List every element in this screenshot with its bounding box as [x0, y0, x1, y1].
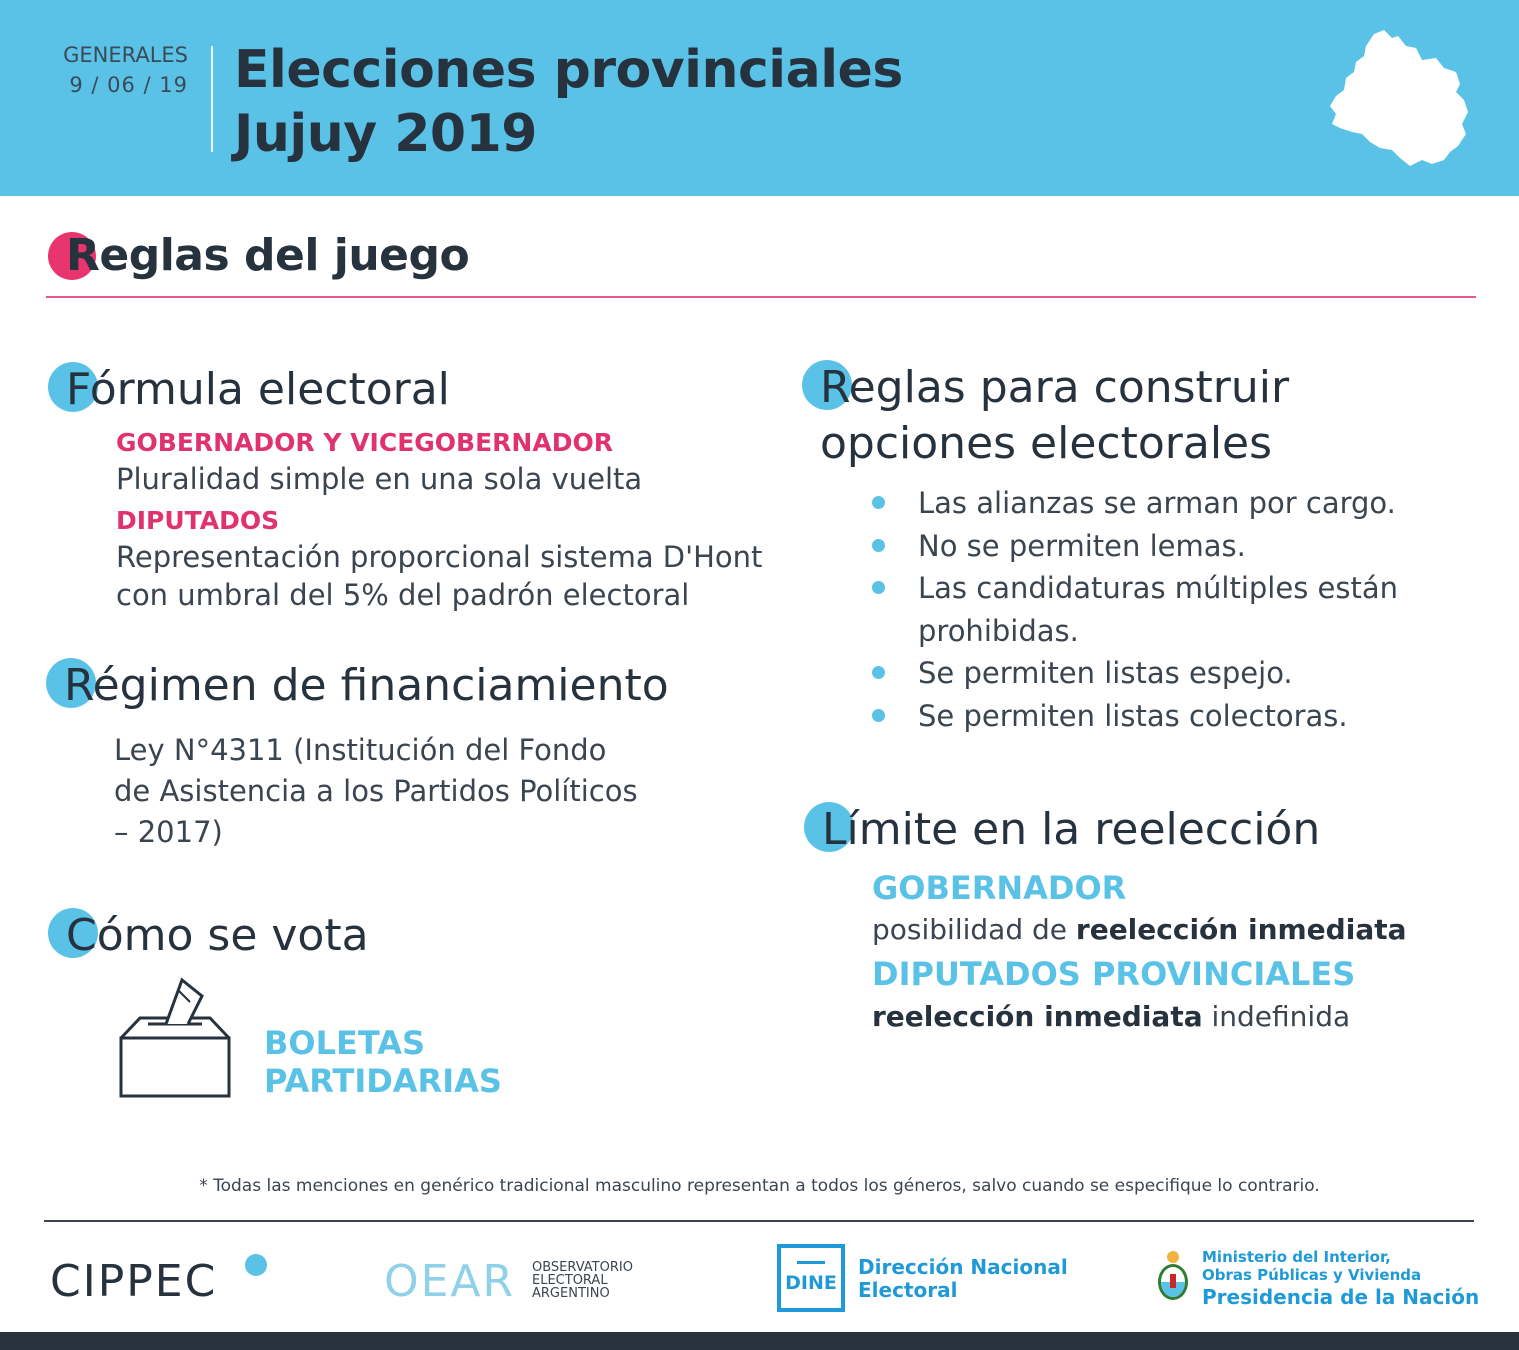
bullet-icon — [872, 581, 885, 594]
list-item: No se permiten lemas. — [872, 525, 1432, 568]
formula-heading-text: Fórmula electoral — [66, 364, 450, 415]
title-line-2: Jujuy 2019 — [234, 104, 537, 164]
ley-line-1: Ley N°4311 (Institución del Fondo — [114, 733, 607, 767]
date-label: GENERALES — [63, 43, 188, 67]
date-value: 9 / 06 / 19 — [69, 73, 188, 97]
oear-subtitle: OBSERVATORIO ELECTORAL ARGENTINO — [532, 1260, 633, 1301]
bullet-icon — [872, 539, 885, 552]
section-title-text: Reglas del juego — [66, 230, 470, 281]
header-divider — [211, 46, 213, 152]
bullet-icon — [872, 709, 885, 722]
dip-label: DIPUTADOS — [116, 506, 280, 535]
boletas-text — [264, 1024, 502, 1100]
header-banner — [0, 0, 1519, 196]
limite-gov-label: GOBERNADOR — [872, 869, 1127, 907]
dip-text-2: con umbral del 5% del padrón electoral — [116, 578, 690, 612]
dine-line — [797, 1261, 825, 1264]
ministerio-text: Ministerio del Interior, Obras Públicas y Vivienda Presidencia de la Nación — [1202, 1248, 1480, 1309]
list-item: Se permiten listas espejo. — [872, 652, 1432, 695]
ley-line-3: – 2017) — [114, 815, 223, 849]
limite-body — [872, 868, 1482, 1038]
boletas-line-2: PARTIDARIAS — [264, 1062, 502, 1100]
footnote: * Todas las menciones en genérico tradicional masculino representan a todos los géneros, salvo cuando se especifique lo contrario. — [199, 1176, 1320, 1196]
footer-divider — [44, 1220, 1474, 1222]
dine-logo: DINE — [777, 1244, 845, 1312]
cippec-badge-icon — [245, 1254, 267, 1276]
page-title — [234, 38, 903, 166]
limite-dip-label: DIPUTADOS PROVINCIALES — [872, 955, 1356, 993]
como-vota-heading-text: Cómo se vota — [66, 910, 369, 961]
ballot-box-icon — [118, 974, 232, 1100]
limite-heading-text: Límite en la reelección — [822, 804, 1321, 855]
dine-text: Dirección Nacional Electoral — [858, 1255, 1068, 1302]
gov-label: GOBERNADOR Y VICEGOBERNADOR — [116, 428, 613, 457]
election-date — [30, 40, 188, 100]
limite-gov-text: posibilidad de reelección inmediata — [872, 913, 1407, 946]
jujuy-map-icon — [1326, 28, 1472, 168]
reglas-list — [872, 482, 1432, 737]
cippec-logo: CIPPEC — [50, 1256, 217, 1308]
reglas-heading-line-1: Reglas para construir — [820, 362, 1290, 413]
limite-dip-text: reelección inmediata indefinida — [872, 1000, 1351, 1033]
formula-body — [116, 426, 762, 614]
reglas-heading-line-2: opciones electorales — [820, 418, 1273, 469]
escudo-nacional-icon — [1153, 1248, 1193, 1304]
boletas-line-1: BOLETAS — [264, 1024, 425, 1062]
gov-text: Pluralidad simple en una sola vuelta — [116, 462, 643, 496]
title-divider — [46, 296, 1476, 298]
financiamiento-body — [114, 730, 638, 853]
bullet-icon — [872, 666, 885, 679]
list-item: Las candidaturas múltiples están prohibidas. — [872, 567, 1432, 652]
ley-line-2: de Asistencia a los Partidos Políticos — [114, 774, 638, 808]
list-item: Las alianzas se arman por cargo. — [872, 482, 1432, 525]
financiamiento-heading-text: Régimen de financiamiento — [64, 660, 669, 711]
oear-logo: OEAR OBSERVATORIO ELECTORAL ARGENTINO — [384, 1256, 515, 1308]
bullet-icon — [872, 496, 885, 509]
dip-text-1: Representación proporcional sistema D'Hont — [116, 540, 763, 574]
reglas-heading-text — [820, 360, 1289, 472]
title-line-1: Elecciones provinciales — [234, 40, 903, 100]
bottom-bar — [0, 1332, 1519, 1350]
list-item: Se permiten listas colectoras. — [872, 695, 1432, 738]
